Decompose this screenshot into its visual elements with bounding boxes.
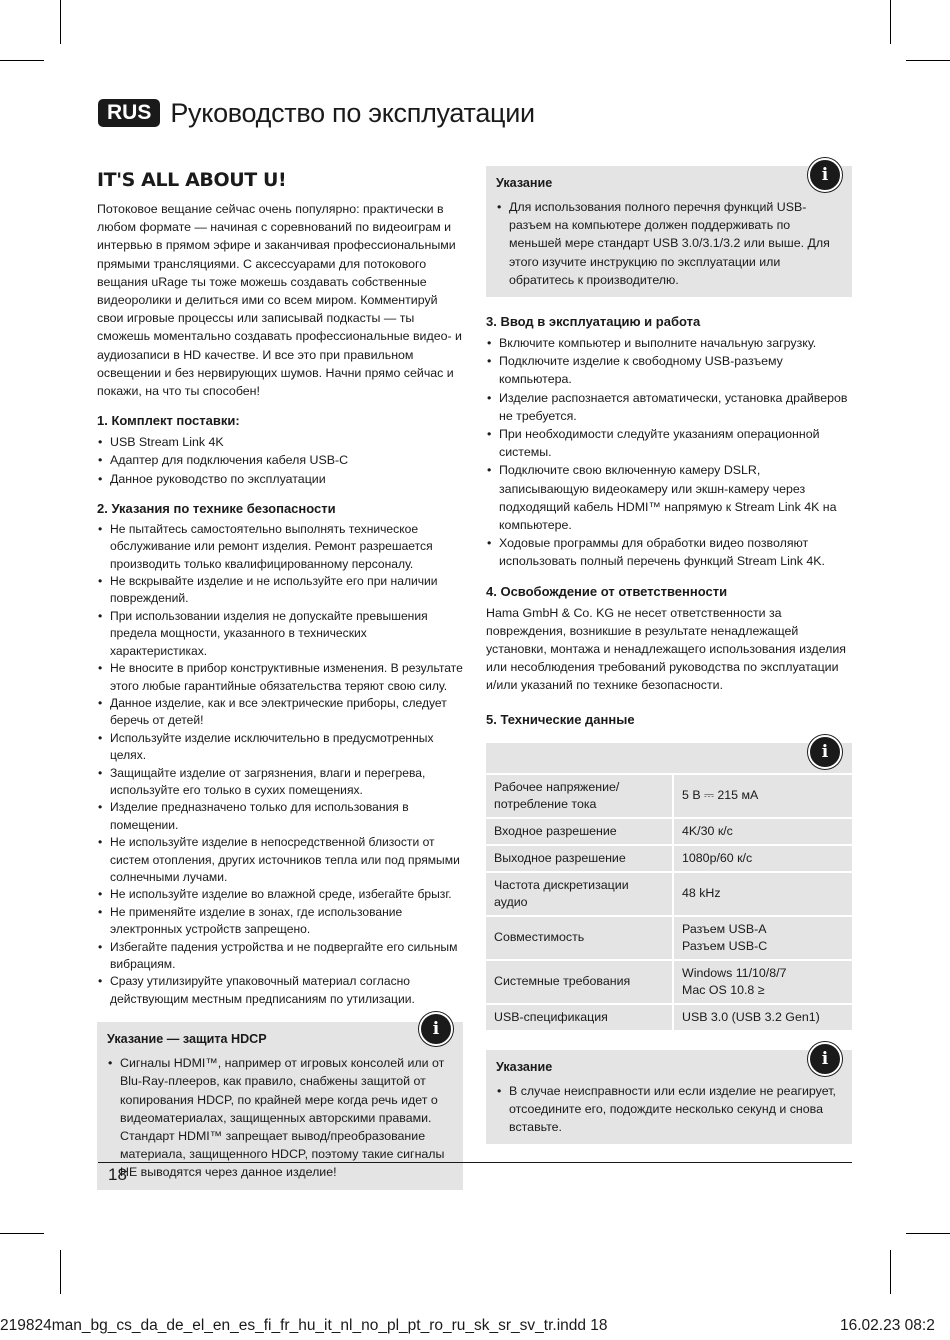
list-item: • При необходимости следуйте указаниям операционной системы. <box>486 425 852 461</box>
section-heading: 5. Технические данные <box>486 711 635 727</box>
hdcp-note <box>97 1019 463 1189</box>
list-item: • Не используйте изделие в непосредственной близости от систем отопления, других источников тепла или под прямыми солнечными лучами. <box>97 834 463 886</box>
operation-list <box>486 334 852 571</box>
list-item: • Не используйте изделие во влажной среде, избегайте брызг. <box>97 886 463 903</box>
usb-note <box>486 166 852 297</box>
slug-date: 16.02.23 08:2 <box>840 1317 935 1334</box>
spec-value: 4K/30 к/с <box>673 818 852 845</box>
page-title: Руководство по эксплуатации <box>170 97 535 128</box>
note-title: Указание — защита HDCP <box>107 1032 267 1047</box>
table-row <box>486 960 852 1004</box>
crop-mark <box>0 60 44 61</box>
note-title: Указание <box>496 176 553 190</box>
slug-filename: 219824man_bg_cs_da_de_el_en_es_fi_fr_hu_it_nl_no_pl_pt_ro_ru_sk_sr_sv_tr.indd 18 <box>0 1317 608 1334</box>
list-item: • Данное руководство по эксплуатации <box>97 470 463 488</box>
spec-key: Частота дискретизации аудио <box>486 872 673 916</box>
spec-value: 1080p/60 к/с <box>673 845 852 872</box>
spec-key: Рабочее напряжение/ <box>494 779 620 794</box>
spec-key: Выходное разрешение <box>486 845 673 872</box>
spec-value: USB 3.0 (USB 3.2 Gen1) <box>673 1004 852 1030</box>
fault-note <box>486 1050 852 1145</box>
list-item: • Ходовые программы для обработки видео позволяют использовать полный перечень функций Stream Link 4K. <box>486 534 852 570</box>
spec-value: Windows 11/10/8/7 <box>682 965 787 980</box>
crop-mark <box>890 1250 891 1294</box>
info-icon: i <box>808 1042 842 1076</box>
list-item: • Сразу утилизируйте упаковочный материал согласно действующим местным предписаниям по утилизации. <box>97 973 463 1008</box>
section-heading: 3. Ввод в эксплуатацию и работа <box>486 314 701 330</box>
list-item: • Подключите свою включенную камеру DSLR, записывающую видеокамеру или экшн-камеру через подходящий кабель HDMI™ напрямую к Stream Link 4K на компьютере. <box>486 461 852 534</box>
spec-value: Mac OS 10.8 ≥ <box>682 982 765 997</box>
table-row <box>486 845 852 872</box>
page-number: 18 <box>108 1165 127 1184</box>
note-title: Указание <box>496 1059 553 1074</box>
table-row <box>486 818 852 845</box>
crop-mark <box>0 1233 44 1234</box>
table-row <box>486 1004 852 1030</box>
spec-value: 48 kHz <box>673 872 852 916</box>
crop-mark <box>906 60 950 61</box>
spec-value: Разъем USB-A <box>682 921 767 936</box>
section-heading: 4. Освобождение от ответственности <box>486 583 728 599</box>
safety-list <box>97 521 463 1008</box>
print-slug <box>0 1317 950 1337</box>
table-row <box>486 916 852 960</box>
list-item: • Изделие предназначено только для использования в помещении. <box>97 799 463 834</box>
spec-value: Разъем USB-C <box>682 938 768 953</box>
spec-key: Совместимость <box>486 916 673 960</box>
table-row <box>486 774 852 818</box>
spec-table-header <box>486 743 852 773</box>
list-item: • Защищайте изделие от загрязнения, влаги и перегрева, используйте его только в сухих помещениях. <box>97 765 463 800</box>
list-item: • USB Stream Link 4K <box>97 433 463 451</box>
spec-value: 5 В ⎓ 215 мА <box>673 774 852 818</box>
language-badge: RUS <box>98 99 160 127</box>
list-item: • Адаптер для подключения кабеля USB-C <box>97 451 463 469</box>
left-column <box>97 166 463 1190</box>
crop-mark <box>906 1233 950 1234</box>
table-row <box>486 872 852 916</box>
list-item: • Не вскрывайте изделие и не используйте его при наличии повреждений. <box>97 573 463 608</box>
right-column <box>486 166 852 1144</box>
spec-key: USB-спецификация <box>486 1004 673 1030</box>
list-item: • Подключите изделие к свободному USB-разъему компьютера. <box>486 352 852 388</box>
page-header <box>98 96 535 130</box>
list-item: • Не применяйте изделие в зонах, где использование электронных устройств запрещено. <box>97 904 463 939</box>
section-heading: 1. Комплект поставки: <box>97 413 240 429</box>
disclaimer-text: Hama GmbH & Co. KG не несет ответственности за повреждения, возникшие в результате ненадлежащей установки, монтажа и ненадлежащего использования изделия или несоблюдения требований руководства по эксплуатации и/или указаний по технике безопасности. <box>486 605 846 693</box>
spec-key: Системные требования <box>486 960 673 1004</box>
list-item: • Для использования полного перечня функций USB-разъем на компьютере должен поддерживать по меньшей мере стандарт USB 3.0/3.1/3.2 или выше. Для этого изучите инструкцию по эксплуатации или обратитесь к производителю. <box>496 198 842 289</box>
spec-key: потребление тока <box>494 796 597 811</box>
intro-text: Потоковое вещание сейчас очень популярно: практически в любом формате — начиная с соревнований по видеоиграм и интервью в прямом эфире и заканчивая профессиональными прямыми трансляциями. С аксессуарами для потокового вещания uRage ты тоже можешь создавать собственные видеоролики и делиться ими со всем миром. Комментируй свои игровые процессы или записывай подкасты — ты сможешь моментально создавать профессиональные видео- и аудиозаписи в HD качестве. И все это при правильном освещении и без нервирующих шумов. Начни прямо сейчас и покажи, на что ты способен! <box>97 202 462 399</box>
list-item: • Избегайте падения устройства и не подвергайте его сильным вибрациям. <box>97 939 463 974</box>
brand-heading: IT'S ALL ABOUT U! <box>97 169 287 191</box>
crop-mark <box>60 1250 61 1294</box>
crop-mark <box>60 0 61 44</box>
list-item: • В случае неисправности или если изделие не реагирует, отсоедините его, подождите несколько секунд и снова вставьте. <box>496 1082 842 1137</box>
info-icon: i <box>419 1012 453 1046</box>
list-item: • При использовании изделия не допускайте превышения предела мощности, указанного в технических характеристиках. <box>97 608 463 660</box>
spec-table <box>486 773 852 1030</box>
list-item: • Используйте изделие исключительно в предусмотренных целях. <box>97 730 463 765</box>
list-item: • Не пытайтесь самостоятельно выполнять техническое обслуживание или ремонт изделия. Ремонт разрешается производить только квалифицированному персоналу. <box>97 521 463 573</box>
list-item: • Включите компьютер и выполните начальную загрузку. <box>486 334 852 352</box>
list-item: • Не вносите в прибор конструктивные изменения. В результате этого любые гарантийные обязательства теряют свою силу. <box>97 660 463 695</box>
package-contents-list <box>97 433 463 488</box>
crop-mark <box>890 0 891 44</box>
footer-divider <box>98 1162 852 1163</box>
section-heading: 2. Указания по технике безопасности <box>97 500 336 516</box>
info-icon: i <box>808 158 842 192</box>
list-item: • Данное изделие, как и все электрические приборы, следует беречь от детей! <box>97 695 463 730</box>
list-item: • Сигналы HDMI™, например от игровых консолей или от Blu-Ray-плееров, как правило, снабжены защитой от копирования HDCP, по крайней мере когда речь идет о видеоматериалах, защищенных авторскими правами. Стандарт HDMI™ запрещает вывод/преобразование материала, защищенного HDCP, поэтому такие сигналы НЕ выводятся через данное изделие! <box>107 1054 453 1181</box>
spec-key: Входное разрешение <box>486 818 673 845</box>
list-item: • Изделие распознается автоматически, установка драйверов не требуется. <box>486 389 852 425</box>
info-icon: i <box>808 735 842 769</box>
